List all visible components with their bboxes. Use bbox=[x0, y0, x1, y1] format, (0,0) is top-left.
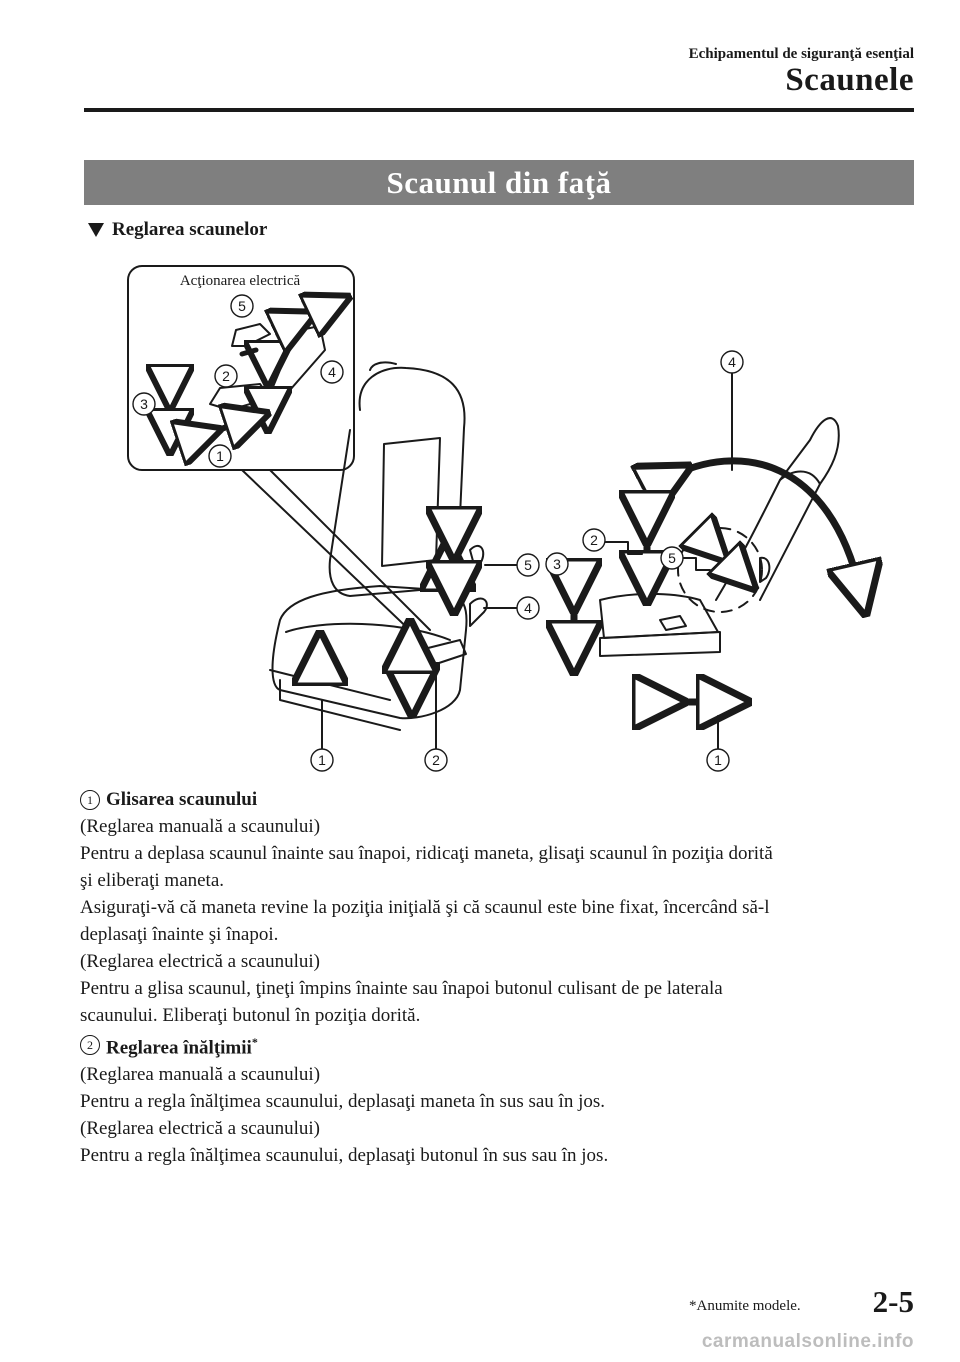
item-1-title: Glisarea scaunului bbox=[106, 789, 258, 810]
svg-text:1: 1 bbox=[318, 752, 326, 768]
item-2-title: Reglarea înălţimii bbox=[106, 1037, 252, 1059]
item-1-heading bbox=[80, 786, 920, 813]
header-section-label: Echipamentul de siguranţă esenţial bbox=[688, 46, 914, 62]
item-2-line: (Reglarea manuală a scaunului) bbox=[80, 1064, 321, 1086]
svg-text:3: 3 bbox=[553, 556, 561, 572]
svg-text:4: 4 bbox=[524, 600, 532, 616]
header-title: Scaunele bbox=[785, 62, 914, 98]
svg-text:5: 5 bbox=[238, 298, 246, 314]
item-2-heading bbox=[80, 1029, 920, 1061]
seat-illustration-svg bbox=[120, 260, 900, 790]
footnote-mark: * bbox=[251, 1035, 258, 1049]
item-1-number: 1 bbox=[80, 790, 100, 810]
item-2-line: Pentru a regla înălţimea scaunului, deplasaţi maneta în sus sau în jos. bbox=[80, 1091, 606, 1113]
footnote: *Anumite modele. bbox=[689, 1298, 801, 1314]
item-1-line: scaunului. Eliberaţi butonul în poziţia dorită. bbox=[80, 1005, 421, 1026]
item-2-number: 2 bbox=[80, 1035, 100, 1055]
item-1-line: Pentru a deplasa scaunul înainte sau înapoi, ridicaţi maneta, glisaţi scaunul în poziţia dorită bbox=[80, 843, 773, 864]
svg-text:1: 1 bbox=[714, 752, 722, 768]
svg-text:5: 5 bbox=[524, 557, 532, 573]
svg-text:2: 2 bbox=[432, 752, 440, 768]
inset-label: Acţionarea electrică bbox=[179, 273, 301, 289]
subheading-text: Reglarea scaunelor bbox=[112, 219, 268, 240]
page-number: 2-5 bbox=[872, 1284, 914, 1319]
item-1-line: (Reglarea electrică a scaunului) bbox=[80, 951, 320, 972]
section-banner: Scaunul din faţă bbox=[84, 160, 914, 205]
svg-text:1: 1 bbox=[216, 448, 224, 464]
item-1-line: (Reglarea manuală a scaunului) bbox=[80, 816, 321, 837]
item-1-line: Asiguraţi-vă că maneta revine la poziţia iniţială şi că scaunul este bine fixat, încercând să-l bbox=[80, 897, 770, 918]
triangle-bullet-icon bbox=[88, 223, 104, 237]
svg-text:4: 4 bbox=[728, 354, 736, 370]
svg-text:4: 4 bbox=[328, 364, 336, 380]
svg-text:5: 5 bbox=[668, 550, 676, 566]
svg-text:3: 3 bbox=[140, 396, 148, 412]
header-rule bbox=[84, 108, 914, 112]
subheading bbox=[88, 219, 267, 241]
item-1-line: Pentru a glisa scaunul, ţineţi împins înainte sau înapoi butonul culisant de pe laterala bbox=[80, 978, 723, 999]
body-text bbox=[80, 786, 920, 1169]
item-2-line: (Reglarea electrică a scaunului) bbox=[80, 1118, 320, 1140]
item-1-line: deplasaţi înainte şi înapoi. bbox=[80, 924, 279, 945]
seat-illustration bbox=[120, 260, 900, 790]
item-1-line: şi eliberaţi maneta. bbox=[80, 870, 225, 891]
item-2-line: Pentru a regla înălţimea scaunului, deplasaţi butonul în sus sau în jos. bbox=[80, 1145, 609, 1167]
svg-text:2: 2 bbox=[590, 532, 598, 548]
watermark: carmanualsonline.info bbox=[701, 1331, 914, 1352]
svg-text:2: 2 bbox=[222, 368, 230, 384]
